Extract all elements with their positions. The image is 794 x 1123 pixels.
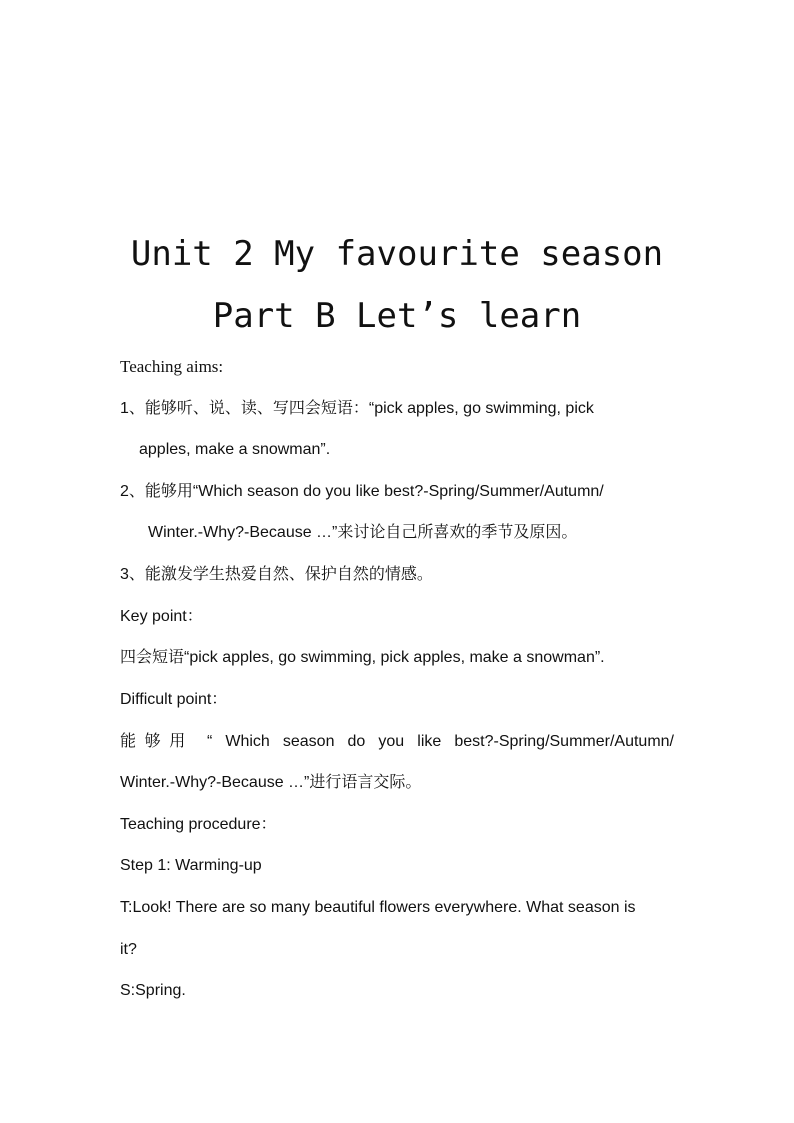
aim-3: 3、能激发学生热爱自然、保护自然的情感。 [120,566,433,583]
aim-2-line-2: Winter.-Why?-Because …”来讨论自己所喜欢的季节及原因。 [148,524,578,541]
teaching-aims-heading: Teaching aims: [120,357,224,376]
difficult-point-line-2: Winter.-Why?-Because …”进行语言交际。 [120,774,422,791]
aim-2-line-1: 2、能够用“Which season do you like best?-Spring/Summer/Autumn/ [120,483,604,500]
key-point-text: 四会短语“pick apples, go swimming, pick apples, make a snowman”. [120,649,605,666]
title-unit: Unit 2 My favourite season [130,234,664,274]
dialog-teacher-line-1: T:Look! There are so many beautiful flowers everywhere. What season is [120,899,636,916]
procedure-heading: Teaching procedure： [120,816,277,833]
key-point-heading: Key point： [120,608,203,625]
step-1-heading: Step 1: Warming-up [120,857,262,874]
aim-1-line-1: 1、能够听、说、读、写四会短语：“pick apples, go swimming, pick [120,400,594,417]
aim-1-line-2: apples, make a snowman”. [139,441,331,458]
difficult-point-line-1: 能够用 “ Which season do you like best?-Spring/Summer/Autumn/ [120,733,674,750]
dialog-student: S:Spring. [120,982,186,999]
title-part: Part B Let’s learn [212,296,582,336]
difficult-point-heading: Difficult point： [120,691,228,708]
dialog-teacher-line-2: it? [120,941,137,958]
